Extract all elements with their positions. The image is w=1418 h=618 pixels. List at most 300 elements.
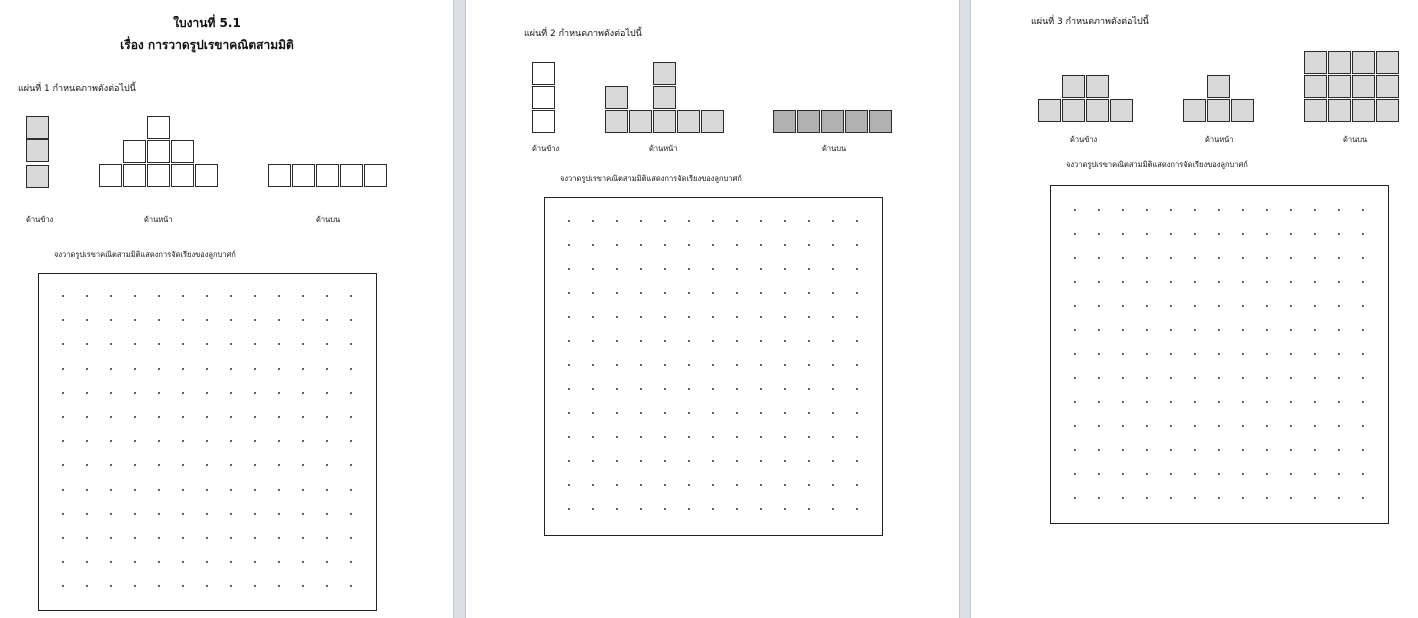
grid-dot	[182, 513, 184, 515]
grid-dot	[592, 268, 594, 270]
grid-dot	[230, 489, 232, 491]
grid-dot	[664, 244, 666, 246]
grid-dot	[1362, 401, 1364, 403]
grid-dot	[568, 244, 570, 246]
grid-dot	[808, 268, 810, 270]
grid-dot	[1218, 281, 1220, 283]
grid-dot	[182, 392, 184, 394]
grid-dot	[712, 364, 714, 366]
grid-dot	[206, 561, 208, 563]
grid-dot	[568, 220, 570, 222]
grid-dot	[664, 292, 666, 294]
grid-dot	[856, 316, 858, 318]
grid-dot	[856, 436, 858, 438]
grid-dot	[688, 244, 690, 246]
grid-dot	[856, 244, 858, 246]
grid-dot	[592, 484, 594, 486]
grid-dot	[1242, 329, 1244, 331]
grid-dot	[1074, 257, 1076, 259]
grid-dot	[688, 340, 690, 342]
grid-dot	[1314, 449, 1316, 451]
grid-dot	[1266, 209, 1268, 211]
grid-dot	[688, 484, 690, 486]
grid-dot	[278, 440, 280, 442]
grid-dot	[712, 412, 714, 414]
grid-dot	[254, 392, 256, 394]
grid-dot	[1170, 353, 1172, 355]
worksheet-subtitle: เรื่อง การวาดรูปเรขาคณิตสามมิติ	[120, 38, 294, 52]
grid-dot	[278, 464, 280, 466]
grid-dot	[688, 412, 690, 414]
sheet-3-label: แผ่นที่ 3 กำหนดภาพดังต่อไปนี้	[1031, 17, 1149, 27]
grid-dot	[1074, 377, 1076, 379]
grid-dot	[616, 292, 618, 294]
grid-dot	[712, 244, 714, 246]
grid-dot	[1074, 425, 1076, 427]
grid-dot	[110, 489, 112, 491]
grid-dot	[568, 340, 570, 342]
grid-dot	[254, 537, 256, 539]
grid-dot	[688, 460, 690, 462]
grid-dot	[1218, 401, 1220, 403]
grid-dot	[1266, 401, 1268, 403]
grid-dot	[1122, 425, 1124, 427]
grid-dot	[688, 508, 690, 510]
grid-dot	[1098, 377, 1100, 379]
grid-dot	[278, 489, 280, 491]
grid-dot	[1242, 425, 1244, 427]
grid-dot	[86, 489, 88, 491]
grid-dot	[86, 392, 88, 394]
grid-dot	[1218, 305, 1220, 307]
grid-dot	[568, 460, 570, 462]
grid-dot	[302, 464, 304, 466]
grid-dot	[350, 368, 352, 370]
grid-dot	[1290, 209, 1292, 211]
grid-dot	[592, 244, 594, 246]
grid-dot	[134, 295, 136, 297]
grid-dot	[158, 513, 160, 515]
grid-dot	[1194, 425, 1196, 427]
grid-dot	[1098, 473, 1100, 475]
grid-dot	[62, 513, 64, 515]
grid-dot	[1122, 497, 1124, 499]
grid-dot	[134, 416, 136, 418]
grid-dot	[110, 416, 112, 418]
grid-dot	[808, 436, 810, 438]
grid-dot	[254, 295, 256, 297]
grid-dot	[230, 440, 232, 442]
grid-dot	[134, 585, 136, 587]
grid-dot	[832, 460, 834, 462]
grid-dot	[1098, 305, 1100, 307]
grid-dot	[1122, 305, 1124, 307]
grid-dot	[62, 392, 64, 394]
grid-dot	[1074, 353, 1076, 355]
grid-dot	[688, 364, 690, 366]
grid-dot	[1314, 233, 1316, 235]
grid-dot	[1122, 401, 1124, 403]
grid-dot	[856, 292, 858, 294]
grid-dot	[1290, 329, 1292, 331]
grid-dot	[568, 268, 570, 270]
grid-dot	[1218, 353, 1220, 355]
grid-dot	[206, 295, 208, 297]
grid-dot	[254, 319, 256, 321]
grid-dot	[182, 295, 184, 297]
grid-dot	[350, 464, 352, 466]
grid-dot	[1242, 497, 1244, 499]
grid-dot	[278, 585, 280, 587]
grid-dot	[350, 440, 352, 442]
grid-dot	[784, 484, 786, 486]
grid-dot	[1362, 377, 1364, 379]
page-gutter-2	[959, 0, 971, 618]
grid-dot	[134, 464, 136, 466]
grid-dot	[1362, 353, 1364, 355]
grid-dot	[1146, 449, 1148, 451]
grid-dot	[616, 460, 618, 462]
grid-dot	[1290, 449, 1292, 451]
grid-dot	[62, 585, 64, 587]
grid-dot	[350, 295, 352, 297]
grid-dot	[832, 388, 834, 390]
grid-dot	[856, 364, 858, 366]
grid-dot	[712, 292, 714, 294]
grid-dot	[712, 268, 714, 270]
side-view-label: ด้านข้าง	[532, 144, 560, 153]
grid-dot	[1194, 377, 1196, 379]
grid-dot	[760, 412, 762, 414]
grid-dot	[736, 412, 738, 414]
grid-dot	[616, 508, 618, 510]
grid-dot	[1290, 425, 1292, 427]
grid-dot	[1362, 425, 1364, 427]
grid-dot	[832, 316, 834, 318]
grid-dot	[568, 412, 570, 414]
grid-dot	[326, 392, 328, 394]
grid-dot	[254, 464, 256, 466]
grid-dot	[1266, 305, 1268, 307]
grid-dot	[1218, 257, 1220, 259]
grid-dot	[86, 343, 88, 345]
grid-dot	[832, 292, 834, 294]
grid-dot	[712, 436, 714, 438]
isometric-dot-grid[interactable]	[544, 197, 883, 536]
grid-dot	[1218, 377, 1220, 379]
front-view-label: ด้านหน้า	[144, 215, 173, 224]
grid-dot	[1242, 401, 1244, 403]
grid-dot	[158, 489, 160, 491]
top-view-label: ด้านบน	[316, 215, 341, 224]
grid-dot	[158, 392, 160, 394]
grid-dot	[134, 440, 136, 442]
grid-dot	[640, 316, 642, 318]
grid-dot	[1242, 377, 1244, 379]
grid-dot	[1314, 353, 1316, 355]
grid-dot	[350, 561, 352, 563]
grid-dot	[712, 388, 714, 390]
grid-dot	[784, 244, 786, 246]
grid-dot	[206, 416, 208, 418]
grid-dot	[278, 416, 280, 418]
worksheet-page-3	[971, 0, 1418, 618]
grid-dot	[1242, 209, 1244, 211]
grid-dot	[254, 489, 256, 491]
grid-dot	[1290, 377, 1292, 379]
grid-dot	[1314, 329, 1316, 331]
grid-dot	[616, 316, 618, 318]
grid-dot	[760, 508, 762, 510]
grid-dot	[158, 343, 160, 345]
grid-dot	[134, 537, 136, 539]
grid-dot	[1362, 305, 1364, 307]
grid-dot	[1098, 425, 1100, 427]
grid-dot	[1074, 233, 1076, 235]
grid-dot	[230, 416, 232, 418]
grid-dot	[736, 508, 738, 510]
grid-dot	[1194, 449, 1196, 451]
grid-dot	[784, 436, 786, 438]
grid-dot	[134, 392, 136, 394]
grid-dot	[1314, 281, 1316, 283]
grid-dot	[712, 508, 714, 510]
grid-dot	[254, 440, 256, 442]
grid-dot	[1098, 497, 1100, 499]
grid-dot	[760, 268, 762, 270]
grid-dot	[1362, 281, 1364, 283]
grid-dot	[568, 388, 570, 390]
grid-dot	[350, 392, 352, 394]
grid-dot	[1122, 257, 1124, 259]
grid-dot	[158, 537, 160, 539]
grid-dot	[832, 364, 834, 366]
grid-dot	[1266, 497, 1268, 499]
grid-dot	[86, 561, 88, 563]
grid-dot	[592, 508, 594, 510]
grid-dot	[736, 340, 738, 342]
grid-dot	[784, 388, 786, 390]
grid-dot	[134, 343, 136, 345]
grid-dot	[1314, 305, 1316, 307]
grid-dot	[760, 220, 762, 222]
grid-dot	[736, 364, 738, 366]
grid-dot	[206, 392, 208, 394]
grid-dot	[592, 436, 594, 438]
grid-dot	[1266, 449, 1268, 451]
grid-dot	[1194, 353, 1196, 355]
grid-dot	[808, 388, 810, 390]
grid-dot	[254, 585, 256, 587]
grid-dot	[302, 416, 304, 418]
grid-dot	[616, 268, 618, 270]
grid-dot	[302, 561, 304, 563]
grid-dot	[856, 388, 858, 390]
grid-dot	[1266, 353, 1268, 355]
grid-dot	[110, 537, 112, 539]
grid-dot	[1266, 425, 1268, 427]
grid-dot	[1074, 329, 1076, 331]
grid-dot	[326, 440, 328, 442]
grid-dot	[62, 440, 64, 442]
grid-dot	[1314, 257, 1316, 259]
grid-dot	[616, 364, 618, 366]
grid-dot	[1338, 401, 1340, 403]
grid-dot	[808, 484, 810, 486]
grid-dot	[616, 340, 618, 342]
grid-dot	[134, 489, 136, 491]
grid-dot	[230, 343, 232, 345]
grid-dot	[1146, 353, 1148, 355]
grid-dot	[230, 585, 232, 587]
grid-dot	[230, 464, 232, 466]
grid-dot	[1218, 425, 1220, 427]
grid-dot	[640, 508, 642, 510]
grid-dot	[1146, 233, 1148, 235]
grid-dot	[1170, 233, 1172, 235]
grid-dot	[110, 513, 112, 515]
grid-dot	[1194, 209, 1196, 211]
grid-dot	[158, 368, 160, 370]
isometric-dot-grid[interactable]	[38, 273, 377, 611]
grid-dot	[350, 537, 352, 539]
grid-dot	[1314, 425, 1316, 427]
grid-dot	[760, 244, 762, 246]
grid-dot	[1242, 473, 1244, 475]
grid-dot	[86, 295, 88, 297]
grid-dot	[616, 484, 618, 486]
grid-dot	[1290, 401, 1292, 403]
grid-dot	[1074, 209, 1076, 211]
grid-dot	[832, 412, 834, 414]
grid-dot	[1122, 329, 1124, 331]
grid-dot	[1146, 209, 1148, 211]
grid-dot	[326, 343, 328, 345]
grid-dot	[736, 388, 738, 390]
grid-dot	[1074, 305, 1076, 307]
grid-dot	[1170, 425, 1172, 427]
grid-dot	[856, 340, 858, 342]
grid-dot	[592, 460, 594, 462]
grid-dot	[664, 508, 666, 510]
grid-dot	[158, 319, 160, 321]
grid-dot	[856, 220, 858, 222]
grid-dot	[1146, 329, 1148, 331]
worksheet-page-2	[466, 0, 959, 618]
grid-dot	[158, 464, 160, 466]
grid-dot	[1146, 377, 1148, 379]
grid-dot	[1098, 401, 1100, 403]
grid-dot	[110, 585, 112, 587]
grid-dot	[62, 295, 64, 297]
grid-dot	[784, 292, 786, 294]
grid-dot	[1242, 281, 1244, 283]
grid-dot	[1098, 209, 1100, 211]
grid-dot	[640, 244, 642, 246]
grid-dot	[832, 508, 834, 510]
grid-dot	[712, 220, 714, 222]
grid-dot	[640, 220, 642, 222]
isometric-dot-grid[interactable]	[1050, 185, 1389, 524]
grid-dot	[568, 436, 570, 438]
grid-dot	[158, 585, 160, 587]
grid-dot	[736, 292, 738, 294]
grid-dot	[784, 508, 786, 510]
grid-dot	[664, 412, 666, 414]
grid-dot	[134, 561, 136, 563]
grid-dot	[640, 484, 642, 486]
grid-dot	[688, 316, 690, 318]
grid-dot	[62, 489, 64, 491]
grid-dot	[1242, 257, 1244, 259]
grid-dot	[1170, 497, 1172, 499]
grid-dot	[1290, 353, 1292, 355]
grid-dot	[1338, 233, 1340, 235]
grid-dot	[182, 585, 184, 587]
grid-dot	[832, 244, 834, 246]
grid-dot	[302, 368, 304, 370]
grid-dot	[350, 513, 352, 515]
grid-dot	[110, 319, 112, 321]
grid-dot	[784, 364, 786, 366]
grid-dot	[808, 460, 810, 462]
grid-dot	[688, 388, 690, 390]
grid-dot	[1146, 497, 1148, 499]
grid-dot	[302, 585, 304, 587]
grid-dot	[568, 364, 570, 366]
grid-dot	[616, 220, 618, 222]
grid-dot	[1194, 281, 1196, 283]
grid-dot	[182, 343, 184, 345]
grid-dot	[1194, 497, 1196, 499]
grid-dot	[832, 436, 834, 438]
grid-dot	[568, 316, 570, 318]
grid-dot	[1218, 497, 1220, 499]
grid-dot	[1146, 281, 1148, 283]
grid-dot	[664, 340, 666, 342]
grid-dot	[254, 368, 256, 370]
grid-dot	[350, 319, 352, 321]
grid-dot	[760, 316, 762, 318]
grid-dot	[206, 489, 208, 491]
grid-dot	[616, 388, 618, 390]
top-view-label: ด้านบน	[822, 144, 847, 153]
grid-dot	[1098, 353, 1100, 355]
grid-dot	[1194, 305, 1196, 307]
grid-dot	[808, 412, 810, 414]
grid-dot	[784, 460, 786, 462]
grid-dot	[1098, 257, 1100, 259]
grid-dot	[640, 388, 642, 390]
grid-dot	[62, 537, 64, 539]
grid-dot	[302, 537, 304, 539]
grid-dot	[1218, 233, 1220, 235]
grid-dot	[760, 364, 762, 366]
grid-dot	[592, 220, 594, 222]
grid-dot	[1098, 281, 1100, 283]
grid-dot	[640, 412, 642, 414]
front-view-label: ด้านหน้า	[1205, 135, 1234, 144]
sheet-2-label: แผ่นที่ 2 กำหนดภาพดังต่อไปนี้	[524, 29, 642, 39]
grid-dot	[182, 440, 184, 442]
grid-dot	[1146, 425, 1148, 427]
grid-dot	[808, 340, 810, 342]
grid-dot	[302, 513, 304, 515]
grid-dot	[1266, 473, 1268, 475]
grid-dot	[664, 220, 666, 222]
grid-dot	[86, 319, 88, 321]
grid-dot	[592, 364, 594, 366]
